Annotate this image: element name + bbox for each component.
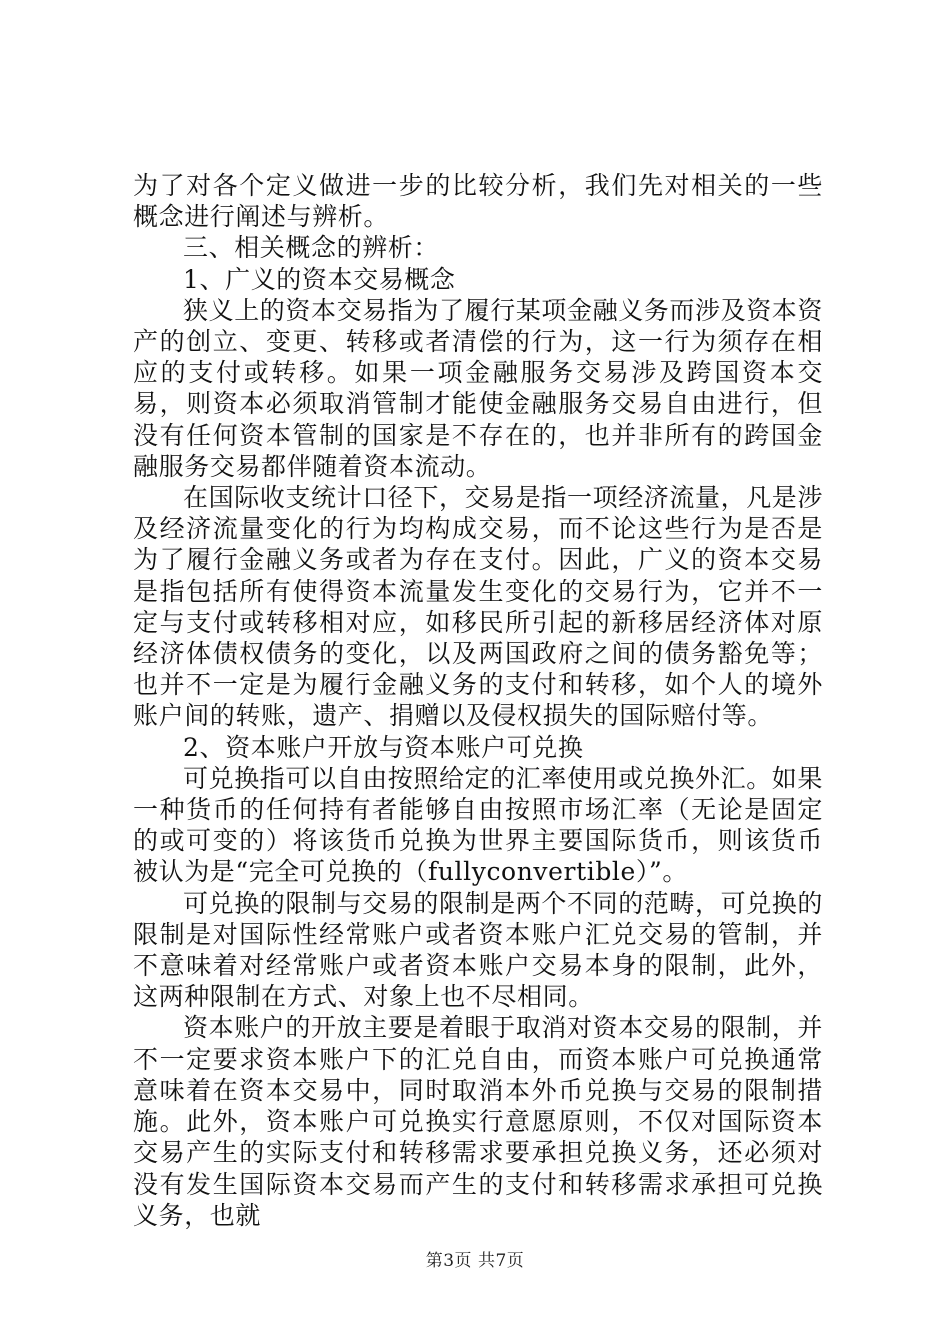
paragraph-convertibility: 可兑换指可以自由按照给定的汇率使用或兑换外汇。如果一种货币的任何持有者能够自由按照市场汇率（无论是固定的或可变的）将该货币兑换为世界主要国际货币，则该货币被认为是“完全可兑换的（fullyconvertible）”。 — [133, 763, 824, 887]
paragraph-bop-transaction: 在国际收支统计口径下，交易是指一项经济流量，凡是涉及经济流量变化的行为均构成交易，而不论这些行为是否是为了履行金融义务或者为存在支付。因此，广义的资本交易是指包括所有使得资本流量发生变化的交易行为，它并不一定与支付或转移相对应，如移民所引起的新移居经济体对原经济体债权债务的变化，以及两国政府之间的债务豁免等；也并不一定是为履行金融义务的支付和转移，如个人的境外账户间的转账，遗产、捐赠以及侵权损失的国际赔付等。 — [133, 483, 824, 731]
paragraph-capital-account-opening: 资本账户的开放主要是着眼于取消对资本交易的限制，并不一定要求资本账户下的汇兑自由，而资本账户可兑换通常意味着在资本交易中，同时取消本外币兑换与交易的限制措施。此外，资本账户可兑换实行意愿原则，不仅对国际资本交易产生的实际支付和转移需求要承担兑换义务，还必须对没有发生国际资本交易而产生的支付和转移需求承担可兑换义务，也就 — [133, 1013, 824, 1230]
paragraph-convertibility-restrictions: 可兑换的限制与交易的限制是两个不同的范畴，可兑换的限制是对国际性经常账户或者资本账户汇兑交易的管制，并不意味着对经常账户或者资本账户交易本身的限制，此外，这两种限制在方式、对象上也不尽相同。 — [133, 888, 824, 1012]
page-number-footer: 第3页 共7页 — [425, 1251, 525, 1271]
subheading-broad-capital-transaction: 1、广义的资本交易概念 — [183, 264, 456, 294]
paragraph-narrow-capital-transaction: 狭义上的资本交易指为了履行某项金融义务而涉及资本资产的创立、变更、转移或者清偿的行为，这一行为须存在相应的支付或转移。如果一项金融服务交易涉及跨国资本交易，则资本必须取消管制才能使金融服务交易自由进行，但没有任何资本管制的国家是不存在的，也并非所有的跨国金融服务交易都伴随着资本流动。 — [133, 295, 824, 481]
subheading-capital-account-opening: 2、资本账户开放与资本账户可兑换 — [183, 732, 584, 762]
document-body — [133, 170, 823, 1231]
paragraph-intro: 为了对各个定义做进一步的比较分析，我们先对相关的一些概念进行阐述与辨析。 — [133, 171, 823, 232]
section-heading-related-concepts: 三、相关概念的辨析： — [183, 233, 440, 263]
